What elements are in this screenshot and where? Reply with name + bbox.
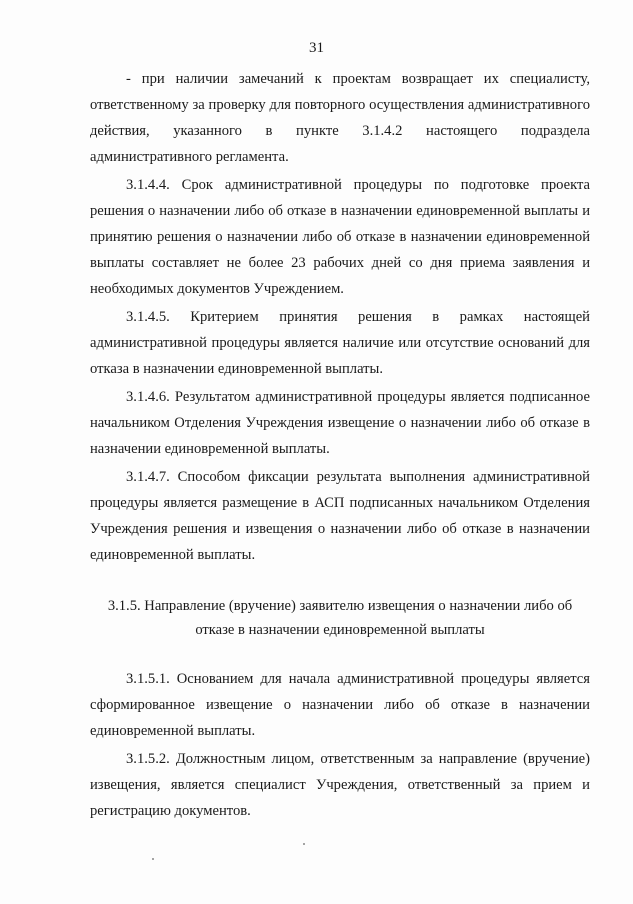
paragraph-3-1-4-4: 3.1.4.4. Срок административной процедуры по подготовке проекта решения о назначении либо об отказе в назначении единовременной выплаты и принятию решения о назначении либо об отказе в назначении единовременной выплаты составляет не более 23 рабочих дней со дня приема заявления и необходимых документов Учреждением. bbox=[90, 177, 590, 297]
section-heading-3-1-5: 3.1.5. Направление (вручение) заявителю извещения о назначении либо об отказе в назначении единовременной выплаты bbox=[107, 598, 573, 638]
paragraph-3-1-4-5: 3.1.4.5. Критерием принятия решения в рамках настоящей административной процедуры является наличие или отсутствие оснований для отказа в назначении единовременной выплаты. bbox=[90, 309, 590, 377]
paragraph-3-1-5-1: 3.1.5.1. Основанием для начала административной процедуры является сформированное извещение о назначении либо об отказе в назначении единовременной выплаты. bbox=[90, 671, 590, 739]
scan-speck bbox=[303, 843, 305, 845]
paragraph-3-1-5-2: 3.1.5.2. Должностным лицом, ответственным за направление (вручение) извещения, является специалист Учреждения, ответственный за прием и регистрацию документов. bbox=[90, 751, 590, 819]
scan-speck bbox=[152, 858, 154, 860]
document-body bbox=[90, 66, 590, 824]
paragraph-3-1-4-7: 3.1.4.7. Способом фиксации результата выполнения административной процедуры является размещение в АСП подписанных начальником Отделения Учреждения решения и извещения о назначении либо об отказе в назначении единовременной выплаты. bbox=[90, 469, 590, 563]
page-number: 31 bbox=[309, 40, 324, 56]
paragraph-remarks: - при наличии замечаний к проектам возвращает их специалисту, ответственному за проверку для повторного осуществления административного действия, указанного в пункте 3.1.4.2 настоящего подраздела административного регламента. bbox=[90, 71, 590, 165]
paragraph-3-1-4-6: 3.1.4.6. Результатом административной процедуры является подписанное начальником Отделения Учреждения извещение о назначении либо об отказе в назначении единовременной выплаты. bbox=[90, 389, 590, 457]
